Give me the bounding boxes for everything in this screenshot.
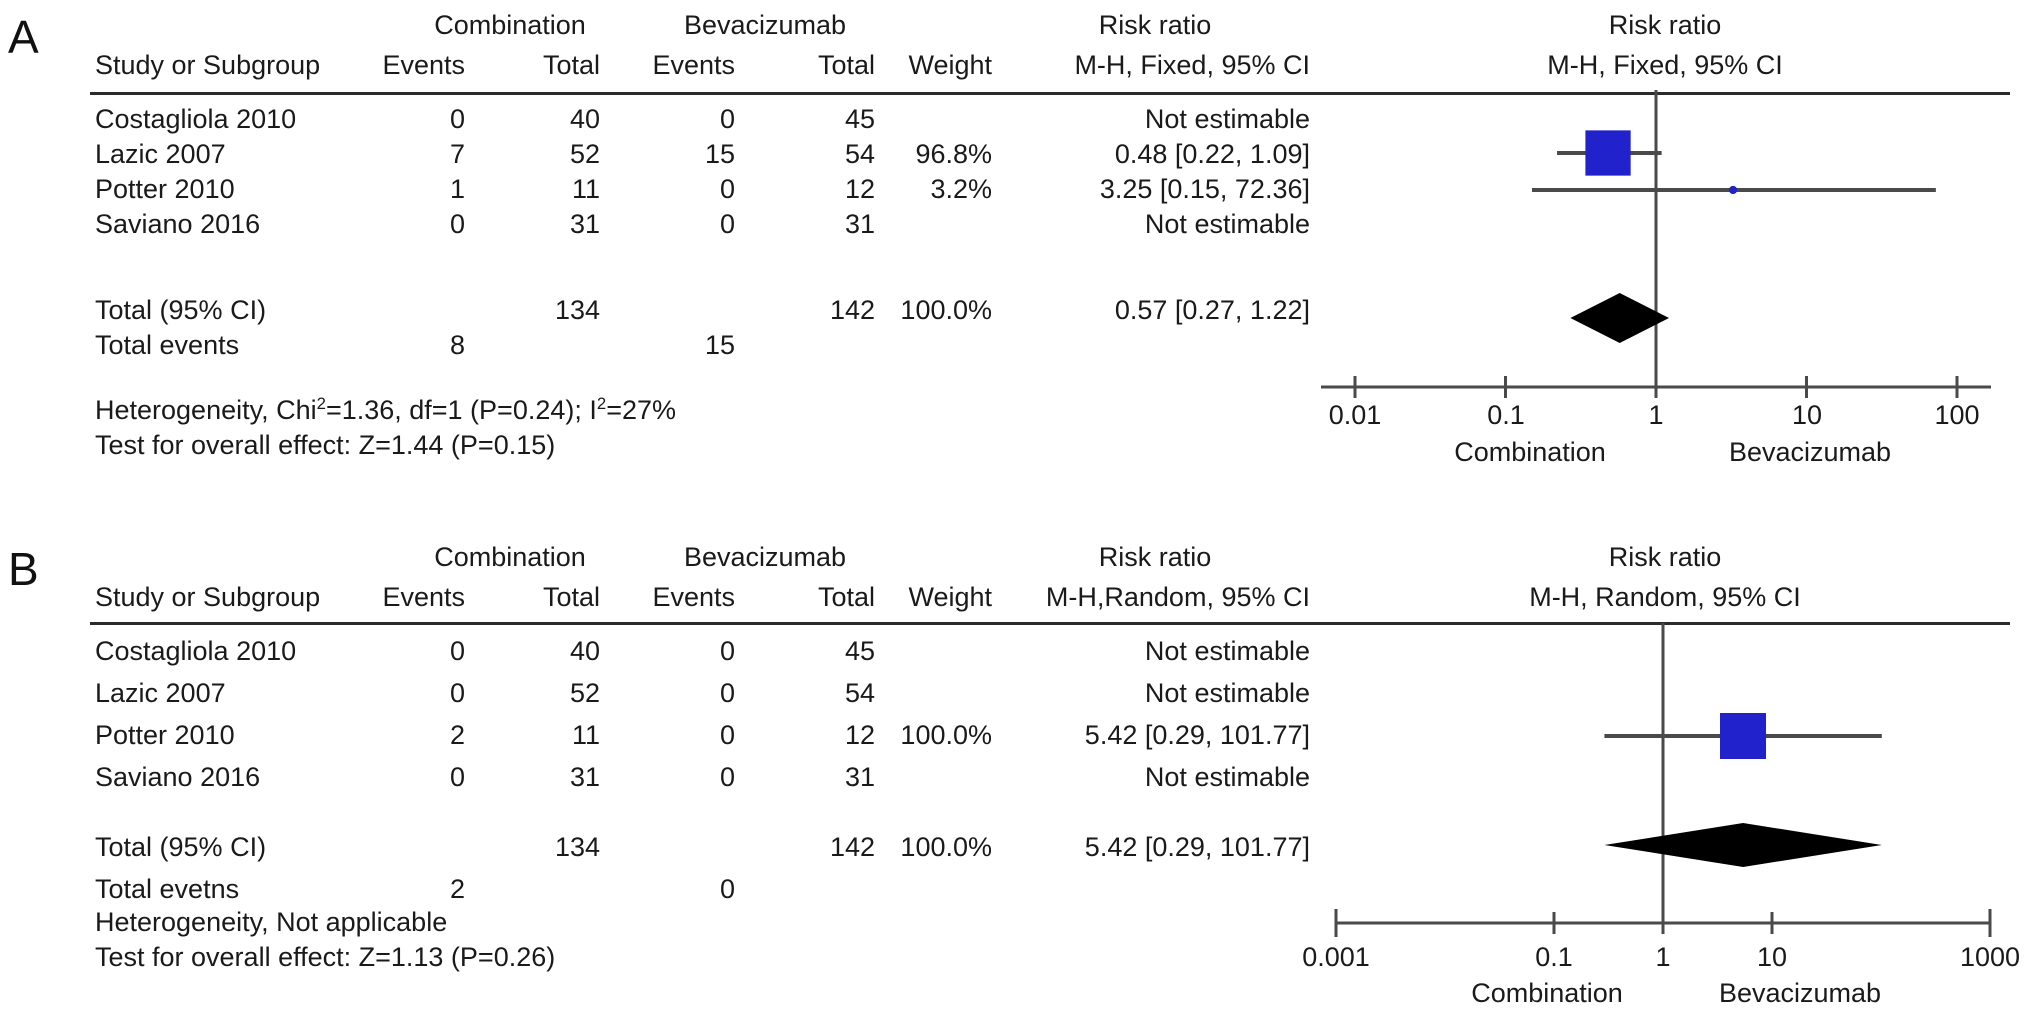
total1-col-header: Total xyxy=(542,50,600,80)
pooled-diamond xyxy=(1604,823,1881,867)
total-combination: 31 xyxy=(569,209,600,239)
total-events-label: Total evetns xyxy=(95,874,240,904)
total-bevacizumab: 54 xyxy=(844,678,875,708)
effect-header: Risk ratio xyxy=(1098,10,1212,40)
group1-header: Combination xyxy=(434,542,586,572)
events-combination: 7 xyxy=(449,139,465,169)
favours-left-label: Combination xyxy=(1454,437,1606,467)
total-combination: 11 xyxy=(571,720,600,750)
events-combination: 0 xyxy=(449,636,465,666)
total-combination: 52 xyxy=(569,678,600,708)
events-bevacizumab: 15 xyxy=(704,139,735,169)
total2-col-header: Total xyxy=(817,582,875,612)
column-header-row xyxy=(0,580,2032,615)
overall-effect-text: Test for overall effect: Z=1.44 (P=0.15) xyxy=(95,430,556,460)
total-combination: 40 xyxy=(569,104,600,134)
method-col-header: M-H,Random, 95% CI xyxy=(1045,582,1310,612)
total-weight: 100.0% xyxy=(900,832,992,862)
total-events-label: Total events xyxy=(95,330,240,360)
total-events-bevacizumab: 0 xyxy=(719,874,735,904)
forest-plot-area xyxy=(1300,623,2032,943)
study-name: Saviano 2016 xyxy=(95,209,261,239)
total-bevacizumab: 31 xyxy=(844,209,875,239)
plot-method-header: M-H, Random, 95% CI xyxy=(1529,582,1801,612)
events-bevacizumab: 0 xyxy=(719,720,735,750)
study-marker xyxy=(1720,713,1766,759)
total-combination: 134 xyxy=(554,295,600,325)
total-bevacizumab: 12 xyxy=(844,174,875,204)
risk-ratio-ci: 0.48 [0.22, 1.09] xyxy=(1114,139,1310,169)
forest-plot-area xyxy=(1300,90,2032,402)
total-events-bevacizumab: 15 xyxy=(704,330,735,360)
favours-right-label: Bevacizumab xyxy=(1728,437,1892,467)
risk-ratio-ci: 3.25 [0.15, 72.36] xyxy=(1099,174,1310,204)
panel-a xyxy=(0,0,2032,500)
panel-b xyxy=(0,530,2032,1019)
axis-tick-label: 10 xyxy=(1756,942,1788,972)
axis-tick-label: 0.01 xyxy=(1328,400,1382,430)
total-combination: 134 xyxy=(554,832,600,862)
axis-tick-label: 100 xyxy=(1934,400,1980,430)
plot-effect-header: Risk ratio xyxy=(1608,10,1722,40)
axis-tick-label: 1000 xyxy=(1959,942,2021,972)
group2-header: Bevacizumab xyxy=(683,542,847,572)
study-name: Lazic 2007 xyxy=(95,678,226,708)
study-name: Saviano 2016 xyxy=(95,762,261,792)
axis-tick-label: 1 xyxy=(1648,400,1664,430)
pooled-estimate: 0.57 [0.27, 1.22] xyxy=(1114,295,1310,325)
total1-col-header: Total xyxy=(542,582,600,612)
events-combination: 1 xyxy=(449,174,465,204)
overall-effect-text: Test for overall effect: Z=1.13 (P=0.26) xyxy=(95,942,556,972)
axis-tick-label: 0.1 xyxy=(1487,400,1525,430)
total-label: Total (95% CI) xyxy=(95,832,267,862)
events-combination: 0 xyxy=(449,762,465,792)
study-col-header: Study or Subgroup xyxy=(95,582,321,612)
events-combination: 2 xyxy=(449,720,465,750)
risk-ratio-ci: 5.42 [0.29, 101.77] xyxy=(1084,720,1310,750)
total-bevacizumab: 31 xyxy=(844,762,875,792)
total2-col-header: Total xyxy=(817,50,875,80)
total-bevacizumab: 45 xyxy=(844,104,875,134)
events-combination: 0 xyxy=(449,209,465,239)
study-marker xyxy=(1729,186,1737,194)
events-bevacizumab: 0 xyxy=(719,209,735,239)
risk-ratio-ci: Not estimable xyxy=(1144,636,1310,666)
effect-header: Risk ratio xyxy=(1098,542,1212,572)
study-marker xyxy=(1585,130,1630,175)
pooled-diamond xyxy=(1570,293,1669,343)
group2-header: Bevacizumab xyxy=(683,10,847,40)
risk-ratio-ci: Not estimable xyxy=(1144,209,1310,239)
total-combination: 11 xyxy=(571,174,600,204)
study-name: Costagliola 2010 xyxy=(95,104,297,134)
events-bevacizumab: 0 xyxy=(719,762,735,792)
events-bevacizumab: 0 xyxy=(719,174,735,204)
study-name: Potter 2010 xyxy=(95,174,235,204)
axis-tick-label: 0.001 xyxy=(1302,942,1370,972)
group1-header: Combination xyxy=(434,10,586,40)
total-bevacizumab: 12 xyxy=(844,720,875,750)
events-combination: 0 xyxy=(449,678,465,708)
weight: 100.0% xyxy=(900,720,992,750)
total-bevacizumab: 54 xyxy=(844,139,875,169)
axis-tick-label: 1 xyxy=(1655,942,1671,972)
plot-effect-header: Risk ratio xyxy=(1608,542,1722,572)
total-bevacizumab: 45 xyxy=(844,636,875,666)
weight: 3.2% xyxy=(930,174,992,204)
total-events-combination: 2 xyxy=(449,874,465,904)
column-header-row xyxy=(0,48,2032,83)
favours-left-label: Combination xyxy=(1471,978,1623,1008)
favours-right-label: Bevacizumab xyxy=(1718,978,1882,1008)
risk-ratio-ci: Not estimable xyxy=(1144,678,1310,708)
events-bevacizumab: 0 xyxy=(719,636,735,666)
total-events-combination: 8 xyxy=(449,330,465,360)
axis-tick-label: 10 xyxy=(1791,400,1823,430)
total-label: Total (95% CI) xyxy=(95,295,267,325)
total-combination: 40 xyxy=(569,636,600,666)
events2-col-header: Events xyxy=(652,582,735,612)
heterogeneity-text: Heterogeneity, Chi$^2$=1.36, df=1 (P=0.24); $I^2=27\%$ xyxy=(95,394,676,425)
total-combination: 52 xyxy=(569,139,600,169)
total-combination: 31 xyxy=(569,762,600,792)
total-weight: 100.0% xyxy=(900,295,992,325)
total-bevacizumab: 142 xyxy=(829,832,875,862)
study-col-header: Study or Subgroup xyxy=(95,50,321,80)
events2-col-header: Events xyxy=(652,50,735,80)
events-bevacizumab: 0 xyxy=(719,104,735,134)
weight: 96.8% xyxy=(915,139,992,169)
events-bevacizumab: 0 xyxy=(719,678,735,708)
risk-ratio-ci: Not estimable xyxy=(1144,762,1310,792)
axis-tick-label: 0.1 xyxy=(1535,942,1573,972)
risk-ratio-ci: Not estimable xyxy=(1144,104,1310,134)
panel-label: B xyxy=(8,543,39,595)
plot-method-header: M-H, Fixed, 95% CI xyxy=(1547,50,1783,80)
weight-col-header: Weight xyxy=(908,582,992,612)
total-bevacizumab: 142 xyxy=(829,295,875,325)
panel-label: A xyxy=(8,11,39,63)
events-combination: 0 xyxy=(449,104,465,134)
study-name: Potter 2010 xyxy=(95,720,235,750)
study-name: Costagliola 2010 xyxy=(95,636,297,666)
events1-col-header: Events xyxy=(382,50,465,80)
method-col-header: M-H, Fixed, 95% CI xyxy=(1074,50,1310,80)
study-name: Lazic 2007 xyxy=(95,139,226,169)
heterogeneity-text: Heterogeneity, Not applicable xyxy=(95,907,448,937)
pooled-estimate: 5.42 [0.29, 101.77] xyxy=(1084,832,1310,862)
weight-col-header: Weight xyxy=(908,50,992,80)
events1-col-header: Events xyxy=(382,582,465,612)
